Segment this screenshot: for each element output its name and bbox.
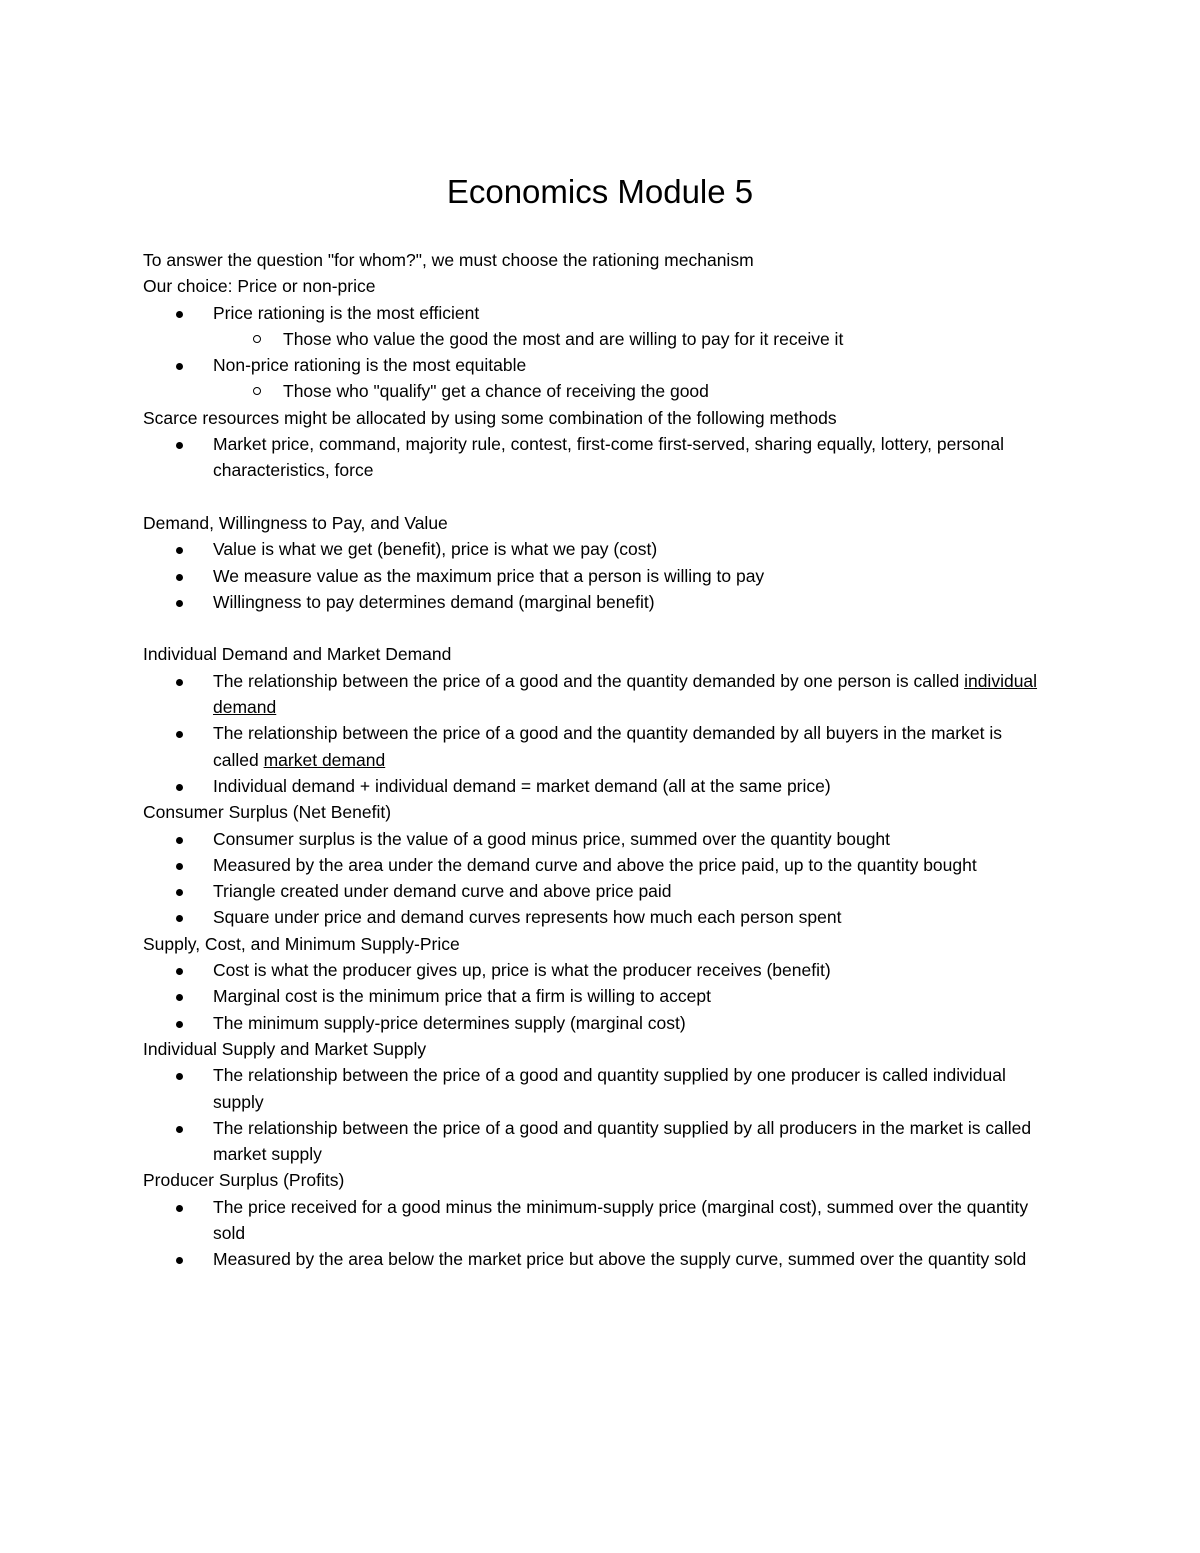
intro-line: To answer the question "for whom?", we must choose the rationing mechanism xyxy=(143,250,754,270)
bullet-icon xyxy=(176,311,183,318)
bullet-icon xyxy=(176,889,183,896)
list-item-text: The minimum supply-price determines supply (marginal cost) xyxy=(213,1012,686,1033)
section-heading: Demand, Willingness to Pay, and Value xyxy=(143,512,448,533)
term-market-demand: market demand xyxy=(263,749,386,770)
document-body xyxy=(143,247,1043,1273)
list-item xyxy=(143,773,1043,799)
bullet-icon xyxy=(176,1205,183,1212)
sub-list xyxy=(213,378,1043,404)
rationing-list xyxy=(143,300,1043,405)
list-item xyxy=(143,352,1043,405)
list-item-text: The relationship between the price of a good and the quantity demanded by all buyers in the market is called xyxy=(213,723,1002,770)
bullet-icon xyxy=(176,915,183,922)
spacer xyxy=(143,615,1043,641)
spacer xyxy=(143,484,1043,510)
list-item xyxy=(143,1010,1043,1036)
list-item xyxy=(143,720,1043,773)
bullet-icon xyxy=(176,784,183,791)
sub-list-item xyxy=(213,378,1043,404)
list-item xyxy=(143,563,1043,589)
list-item xyxy=(143,957,1043,983)
list-item xyxy=(143,536,1043,562)
bullet-icon xyxy=(176,363,183,370)
sub-list-item-text: Those who value the good the most and are willing to pay for it receive it xyxy=(283,328,844,349)
list-item-text: Non-price rationing is the most equitable xyxy=(213,355,527,376)
bullet-icon xyxy=(176,863,183,870)
bullet-icon xyxy=(176,1257,183,1264)
methods-list xyxy=(143,431,1043,484)
bullet-icon xyxy=(176,679,183,686)
section-heading: Individual Demand and Market Demand xyxy=(143,644,452,665)
section-heading: Consumer Surplus (Net Benefit) xyxy=(143,802,392,823)
bullet-icon xyxy=(176,1126,183,1133)
bullet-icon xyxy=(176,731,183,738)
bullet-icon xyxy=(176,442,183,449)
bullet-icon xyxy=(176,1021,183,1028)
sub-list xyxy=(213,326,1043,352)
list-item xyxy=(143,1062,1043,1115)
section-heading: Supply, Cost, and Minimum Supply-Price xyxy=(143,933,460,954)
consumer-surplus-list xyxy=(143,826,1043,931)
list-item xyxy=(143,431,1043,484)
page-title: Economics Module 5 xyxy=(446,173,754,211)
list-item-text: The relationship between the price of a good and the quantity demanded by one person is called xyxy=(213,670,965,691)
bullet-icon xyxy=(176,600,183,607)
list-item-text: Cost is what the producer gives up, price is what the producer receives (benefit) xyxy=(213,960,831,981)
hollow-bullet-icon xyxy=(253,387,261,395)
bullet-icon xyxy=(176,968,183,975)
list-item xyxy=(143,826,1043,852)
list-item-text: The relationship between the price of a good and quantity supplied by all producers in the market is called market supply xyxy=(213,1117,1032,1165)
supply-cost-list xyxy=(143,957,1043,1036)
list-item xyxy=(143,1246,1043,1272)
term-individual-demand: individual demand xyxy=(213,670,1038,718)
sub-list-item-text: Those who "qualify" get a chance of receiving the good xyxy=(283,381,709,402)
list-item-text: Triangle created under demand curve and above price paid xyxy=(213,881,672,902)
bullet-icon xyxy=(176,1073,183,1080)
list-item xyxy=(143,589,1043,615)
list-item-text: Price rationing is the most efficient xyxy=(213,302,480,323)
list-item-text: Measured by the area under the demand curve and above the price paid, up to the quantity bought xyxy=(213,854,977,875)
list-item-text: Measured by the area below the market price but above the supply curve, summed over the quantity sold xyxy=(213,1249,1027,1270)
demand-list xyxy=(143,536,1043,615)
list-item-text: The price received for a good minus the minimum-supply price (marginal cost), summed over the quantity sold xyxy=(213,1196,1029,1243)
list-item xyxy=(143,904,1043,930)
list-item xyxy=(143,878,1043,904)
list-item-text: Marginal cost is the minimum price that a firm is willing to accept xyxy=(213,986,711,1007)
bullet-icon xyxy=(176,837,183,844)
bullet-icon xyxy=(176,547,183,554)
individual-demand-list xyxy=(143,668,1043,799)
bullet-icon xyxy=(176,994,183,1001)
list-item xyxy=(143,983,1043,1009)
section-heading: Individual Supply and Market Supply xyxy=(143,1038,427,1059)
list-item xyxy=(143,300,1043,353)
list-item-text: Willingness to pay determines demand (marginal benefit) xyxy=(213,591,655,612)
producer-surplus-list xyxy=(143,1194,1043,1273)
list-item-text: Market price, command, majority rule, contest, first-come first-served, sharing equally, lottery, personal characteristics, force xyxy=(213,434,1005,481)
hollow-bullet-icon xyxy=(253,335,261,343)
list-item-text: The relationship between the price of a good and quantity supplied by one producer is called individual supply xyxy=(213,1065,1006,1112)
section-heading: Producer Surplus (Profits) xyxy=(143,1170,345,1191)
individual-supply-list xyxy=(143,1062,1043,1167)
list-item-text: Consumer surplus is the value of a good minus price, summed over the quantity bought xyxy=(213,828,891,849)
list-item-text: Square under price and demand curves represents how much each person spent xyxy=(213,907,842,928)
list-item xyxy=(143,852,1043,878)
list-item xyxy=(143,668,1043,721)
intro-choice-line: Our choice: Price or non-price xyxy=(143,276,376,297)
sub-list-item xyxy=(213,326,1043,352)
list-item xyxy=(143,1115,1043,1168)
list-item xyxy=(143,1194,1043,1247)
list-item-text: We measure value as the maximum price that a person is willing to pay xyxy=(213,565,765,586)
scarce-resources-line: Scarce resources might be allocated by using some combination of the following methods xyxy=(143,407,837,428)
bullet-icon xyxy=(176,574,183,581)
list-item-text: Value is what we get (benefit), price is what we pay (cost) xyxy=(213,539,658,560)
list-item-text: Individual demand + individual demand = market demand (all at the same price) xyxy=(213,775,831,796)
